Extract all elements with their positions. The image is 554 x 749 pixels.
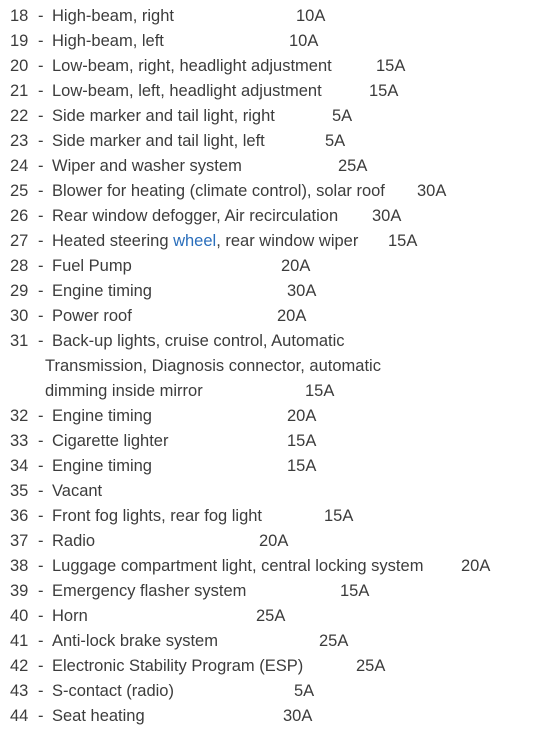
separator: - bbox=[38, 507, 44, 525]
fuse-description: Rear window defogger, Air recirculation bbox=[52, 207, 339, 225]
fuse-number: 24 bbox=[10, 157, 29, 175]
fuse-description: Vacant bbox=[52, 482, 103, 500]
separator: - bbox=[38, 282, 44, 300]
fuse-amperage: 15A bbox=[287, 432, 317, 450]
fuse-number: 28 bbox=[10, 257, 29, 275]
fuse-number: 30 bbox=[10, 307, 29, 325]
separator: - bbox=[38, 482, 44, 500]
fuse-number: 21 bbox=[10, 82, 29, 100]
fuse-row bbox=[0, 179, 554, 204]
separator: - bbox=[38, 32, 44, 50]
separator: - bbox=[38, 532, 44, 550]
wheel-link[interactable]: wheel bbox=[173, 232, 217, 250]
fuse-number: 34 bbox=[10, 457, 29, 475]
fuse-description: High-beam, left bbox=[52, 32, 164, 50]
fuse-amperage: 30A bbox=[287, 282, 317, 300]
fuse-row bbox=[0, 329, 554, 354]
fuse-amperage: 20A bbox=[277, 307, 307, 325]
fuse-amperage: 15A bbox=[340, 582, 370, 600]
fuse-row bbox=[0, 554, 554, 579]
separator: - bbox=[38, 707, 44, 725]
fuse-row bbox=[0, 79, 554, 104]
fuse-amperage: 20A bbox=[287, 407, 317, 425]
fuse-amperage: 30A bbox=[283, 707, 313, 725]
separator: - bbox=[38, 57, 44, 75]
fuse-row bbox=[0, 429, 554, 454]
fuse-description: Anti-lock brake system bbox=[52, 632, 218, 650]
fuse-number: 33 bbox=[10, 432, 29, 450]
fuse-description-continued: Transmission, Diagnosis connector, automatic bbox=[45, 357, 381, 375]
fuse-amperage: 10A bbox=[296, 7, 326, 25]
separator: - bbox=[38, 557, 44, 575]
fuse-row bbox=[0, 604, 554, 629]
fuse-row bbox=[0, 4, 554, 29]
separator: - bbox=[38, 7, 44, 25]
fuse-number: 39 bbox=[10, 582, 29, 600]
fuse-row bbox=[0, 629, 554, 654]
fuse-description: Luggage compartment light, central locking system bbox=[52, 557, 424, 575]
fuse-description: Electronic Stability Program (ESP) bbox=[52, 657, 304, 675]
fuse-description: Engine timing bbox=[52, 407, 152, 425]
fuse-row bbox=[0, 404, 554, 429]
fuse-row bbox=[0, 454, 554, 479]
separator: - bbox=[38, 457, 44, 475]
fuse-row bbox=[0, 54, 554, 79]
fuse-amperage: 5A bbox=[325, 132, 346, 150]
separator: - bbox=[38, 407, 44, 425]
fuse-row bbox=[0, 529, 554, 554]
fuse-number: 19 bbox=[10, 32, 29, 50]
fuse-number: 32 bbox=[10, 407, 29, 425]
separator: - bbox=[38, 657, 44, 675]
fuse-number: 31 bbox=[10, 332, 29, 350]
fuse-row bbox=[0, 304, 554, 329]
fuse-description: Fuel Pump bbox=[52, 257, 132, 275]
fuse-number: 40 bbox=[10, 607, 29, 625]
separator: - bbox=[38, 82, 44, 100]
fuse-number: 18 bbox=[10, 7, 29, 25]
separator: - bbox=[38, 607, 44, 625]
fuse-amperage: 10A bbox=[289, 32, 319, 50]
separator: - bbox=[38, 207, 44, 225]
fuse-description: S-contact (radio) bbox=[52, 682, 174, 700]
fuse-row bbox=[0, 679, 554, 704]
fuse-row bbox=[0, 354, 554, 379]
fuse-number: 35 bbox=[10, 482, 29, 500]
fuse-amperage: 20A bbox=[281, 257, 311, 275]
fuse-number: 43 bbox=[10, 682, 29, 700]
separator: - bbox=[38, 132, 44, 150]
fuse-description: Back-up lights, cruise control, Automatic bbox=[52, 332, 345, 350]
fuse-number: 20 bbox=[10, 57, 29, 75]
fuse-row bbox=[0, 504, 554, 529]
fuse-number: 29 bbox=[10, 282, 29, 300]
separator: - bbox=[38, 232, 44, 250]
fuse-amperage: 15A bbox=[369, 82, 399, 100]
fuse-description: Wiper and washer system bbox=[52, 157, 242, 175]
fuse-amperage: 25A bbox=[319, 632, 349, 650]
fuse-number: 36 bbox=[10, 507, 29, 525]
fuse-description bbox=[52, 229, 358, 254]
fuse-number: 42 bbox=[10, 657, 29, 675]
fuse-amperage: 15A bbox=[287, 457, 317, 475]
separator: - bbox=[38, 157, 44, 175]
separator: - bbox=[38, 332, 44, 350]
fuse-row bbox=[0, 379, 554, 404]
fuse-amperage: 15A bbox=[376, 57, 406, 75]
fuse-number: 37 bbox=[10, 532, 29, 550]
fuse-amperage: 25A bbox=[256, 607, 286, 625]
fuse-row bbox=[0, 154, 554, 179]
fuse-amperage: 20A bbox=[461, 557, 491, 575]
fuse-amperage: 15A bbox=[305, 382, 335, 400]
separator: - bbox=[38, 107, 44, 125]
fuse-row bbox=[0, 254, 554, 279]
separator: - bbox=[38, 432, 44, 450]
description-text: Heated steering bbox=[52, 232, 174, 250]
fuse-description: Radio bbox=[52, 532, 96, 550]
fuse-number: 38 bbox=[10, 557, 29, 575]
fuse-number: 44 bbox=[10, 707, 29, 725]
fuse-number: 23 bbox=[10, 132, 29, 150]
fuse-row bbox=[0, 29, 554, 54]
fuse-amperage: 25A bbox=[356, 657, 386, 675]
fuse-description: Low-beam, right, headlight adjustment bbox=[52, 57, 332, 75]
fuse-description: Engine timing bbox=[52, 282, 152, 300]
fuse-row bbox=[0, 229, 554, 254]
fuse-number: 41 bbox=[10, 632, 29, 650]
fuse-row bbox=[0, 279, 554, 304]
fuse-amperage: 5A bbox=[294, 682, 315, 700]
fuse-amperage: 5A bbox=[332, 107, 353, 125]
fuse-number: 25 bbox=[10, 182, 29, 200]
fuse-amperage: 20A bbox=[259, 532, 289, 550]
fuse-row bbox=[0, 579, 554, 604]
fuse-row bbox=[0, 654, 554, 679]
fuse-description: Emergency flasher system bbox=[52, 582, 247, 600]
fuse-number: 22 bbox=[10, 107, 29, 125]
fuse-description: Front fog lights, rear fog light bbox=[52, 507, 263, 525]
fuse-description: Horn bbox=[52, 607, 88, 625]
fuse-row bbox=[0, 104, 554, 129]
fuse-amperage: 15A bbox=[388, 232, 418, 250]
separator: - bbox=[38, 582, 44, 600]
fuse-number: 26 bbox=[10, 207, 29, 225]
fuse-number: 27 bbox=[10, 232, 29, 250]
separator: - bbox=[38, 307, 44, 325]
fuse-description: Side marker and tail light, left bbox=[52, 132, 265, 150]
description-text: , rear window wiper bbox=[216, 232, 359, 250]
fuse-amperage: 25A bbox=[338, 157, 368, 175]
fuse-row bbox=[0, 204, 554, 229]
fuse-row bbox=[0, 704, 554, 729]
fuse-amperage: 30A bbox=[372, 207, 402, 225]
fuse-description: Side marker and tail light, right bbox=[52, 107, 275, 125]
separator: - bbox=[38, 632, 44, 650]
fuse-description-continued: dimming inside mirror bbox=[45, 382, 203, 400]
fuse-amperage: 15A bbox=[324, 507, 354, 525]
fuse-description: Cigarette lighter bbox=[52, 432, 169, 450]
fuse-description: Blower for heating (climate control), solar roof bbox=[52, 182, 385, 200]
fuse-description: Low-beam, left, headlight adjustment bbox=[52, 82, 322, 100]
fuse-amperage: 30A bbox=[417, 182, 447, 200]
fuse-description: High-beam, right bbox=[52, 7, 174, 25]
fuse-row bbox=[0, 129, 554, 154]
separator: - bbox=[38, 682, 44, 700]
fuse-description: Engine timing bbox=[52, 457, 152, 475]
fuse-row bbox=[0, 479, 554, 504]
separator: - bbox=[38, 257, 44, 275]
separator: - bbox=[38, 182, 44, 200]
fuse-description: Power roof bbox=[52, 307, 132, 325]
fuse-description: Seat heating bbox=[52, 707, 145, 725]
